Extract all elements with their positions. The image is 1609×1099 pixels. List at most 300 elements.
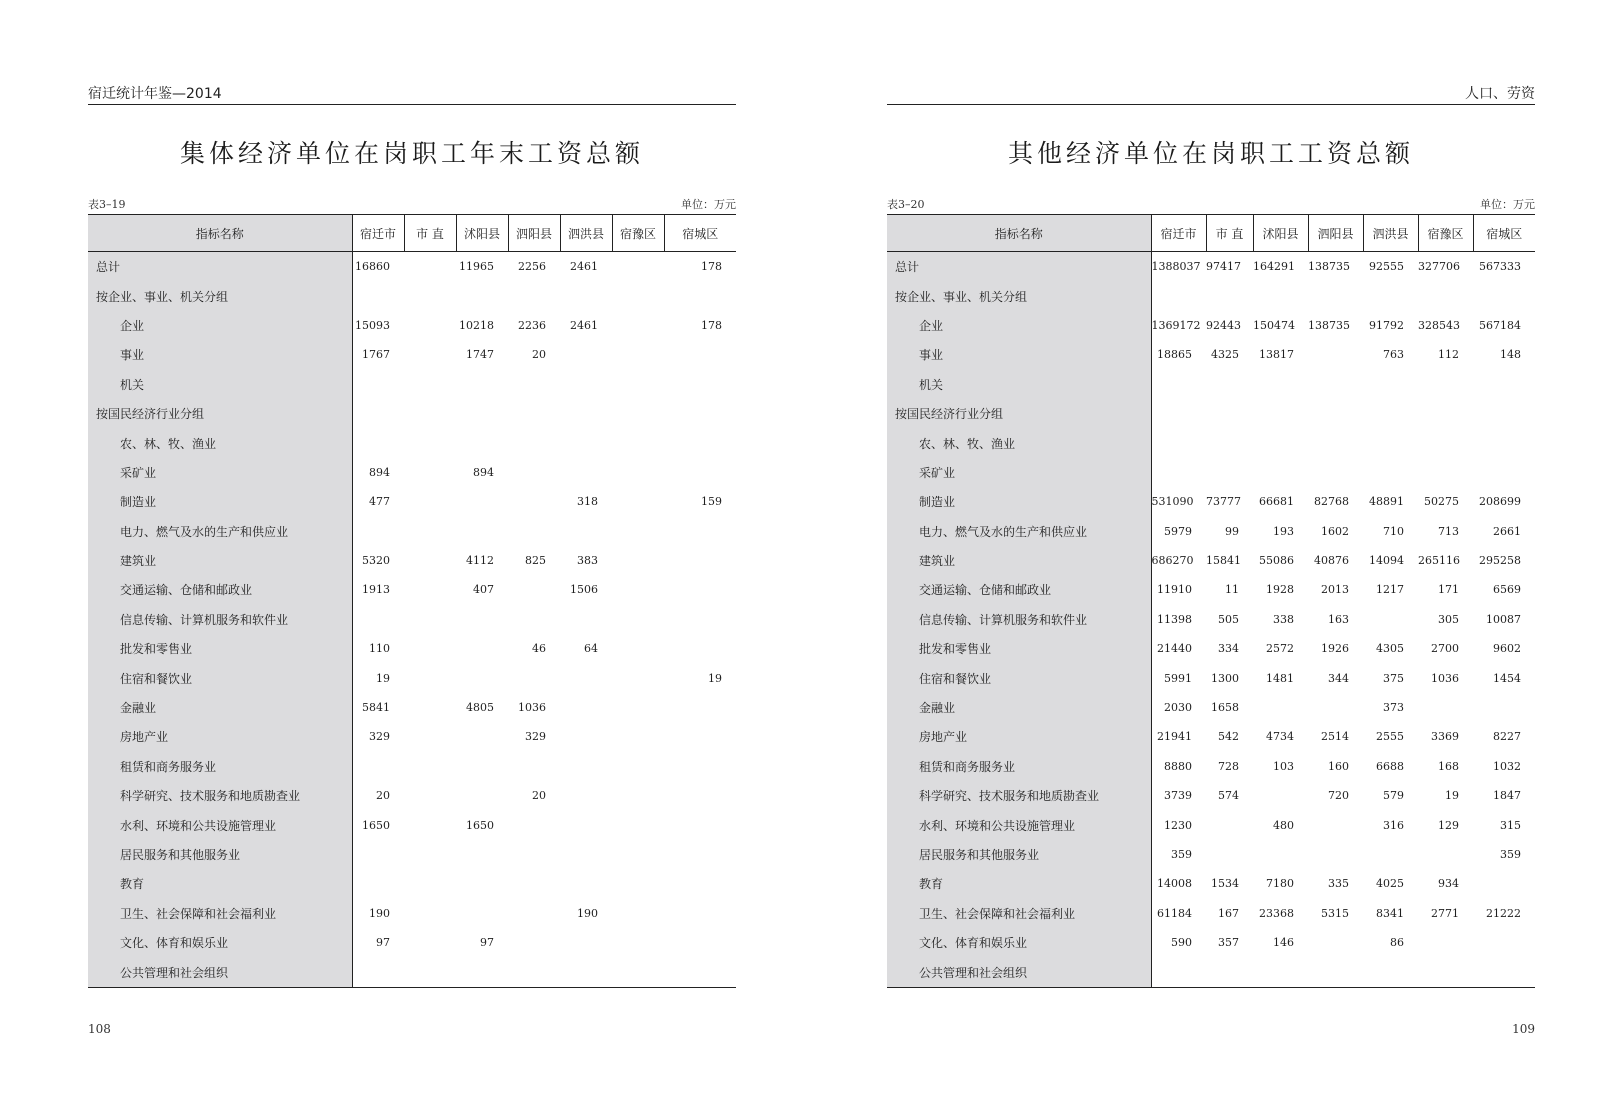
table-cell	[1363, 840, 1418, 869]
table-row	[88, 869, 736, 898]
table-cell	[404, 340, 456, 369]
table-cell	[508, 487, 560, 516]
table-cell: 97417	[1206, 260, 1241, 274]
table-cell: 383	[577, 554, 598, 568]
row-label: 交通运输、仓储和邮政业	[88, 575, 352, 604]
table-cell	[612, 928, 664, 957]
right-page	[887, 0, 1535, 1099]
table-cell: 328543	[1418, 318, 1460, 332]
table-cell	[508, 605, 560, 634]
table-cell: 1036	[518, 701, 546, 715]
row-label: 建筑业	[887, 546, 1151, 575]
table-cell	[1363, 957, 1418, 987]
table-cell: 150474	[1253, 318, 1295, 332]
row-label: 教育	[88, 869, 352, 898]
table-cell: 6688	[1376, 759, 1404, 773]
table-cell	[456, 428, 508, 457]
table-cell: 193	[1273, 524, 1294, 538]
table-cell: 21440	[1157, 642, 1192, 656]
row-label: 机关	[887, 370, 1151, 399]
table-cell: 11965	[459, 260, 494, 274]
running-head: 人口、劳资	[887, 84, 1535, 105]
table-number: 表3–20	[887, 198, 925, 211]
table-row	[887, 957, 1535, 987]
table-cell	[560, 693, 612, 722]
table-cell	[1363, 605, 1418, 634]
table-cell	[612, 663, 664, 692]
table-cell: 1454	[1493, 671, 1521, 685]
row-label: 总计	[887, 252, 1151, 282]
table-cell	[664, 281, 736, 310]
table-row	[88, 252, 736, 282]
table-body	[88, 252, 736, 988]
table-title: 集体经济单位在岗职工年末工资总额	[179, 139, 644, 168]
table-cell	[352, 752, 404, 781]
table-cell: 1847	[1493, 789, 1521, 803]
table-cell: 1658	[1211, 701, 1239, 715]
table-cell: 64	[584, 642, 598, 656]
table-cell	[664, 370, 736, 399]
table-cell	[1308, 458, 1363, 487]
table-cell: 316	[1383, 818, 1404, 832]
table-cell: 15841	[1206, 554, 1241, 568]
table-cell	[1253, 458, 1308, 487]
table-cell: 48891	[1369, 495, 1404, 509]
table-row	[88, 340, 736, 369]
table-cell	[352, 428, 404, 457]
row-label: 农、林、牧、渔业	[887, 428, 1151, 457]
table-cell: 2555	[1376, 730, 1404, 744]
row-label: 制造业	[88, 487, 352, 516]
table-cell: 1388037	[1151, 260, 1201, 274]
table-cell: 190	[369, 906, 390, 920]
table-cell	[1253, 281, 1308, 310]
data-table	[88, 214, 736, 988]
table-cell: 567184	[1479, 318, 1521, 332]
column-header-name: 指标名称	[88, 215, 352, 252]
running-head: 宿迁统计年鉴—2014	[88, 84, 736, 105]
table-cell	[1253, 693, 1308, 722]
row-label: 事业	[88, 340, 352, 369]
table-number: 表3–19	[88, 198, 126, 211]
table-cell: 373	[1383, 701, 1404, 715]
table-cell: 265116	[1418, 554, 1460, 568]
table-cell	[1206, 399, 1253, 428]
table-cell	[560, 781, 612, 810]
table-cell	[352, 281, 404, 310]
table-cell: 13817	[1259, 348, 1294, 362]
table-cell: 4305	[1376, 642, 1404, 656]
table-cell	[612, 840, 664, 869]
table-cell	[508, 810, 560, 839]
row-label: 水利、环境和公共设施管理业	[88, 810, 352, 839]
table-cell: 4112	[466, 554, 494, 568]
table-cell	[664, 428, 736, 457]
table-cell	[560, 605, 612, 634]
table-cell	[612, 810, 664, 839]
table-cell	[352, 957, 404, 987]
table-cell: 20	[532, 348, 546, 362]
table-cell	[1418, 693, 1473, 722]
table-cell: 579	[1383, 789, 1404, 803]
table-cell: 720	[1328, 789, 1349, 803]
column-header: 市 直	[404, 215, 456, 252]
table-cell: 8341	[1376, 906, 1404, 920]
table-cell: 318	[577, 495, 598, 509]
table-cell: 92555	[1369, 260, 1404, 274]
table-cell	[1151, 281, 1206, 310]
table-cell: 11398	[1157, 612, 1192, 626]
table-cell: 159	[701, 495, 722, 509]
table-cell	[508, 428, 560, 457]
table-cell: 305	[1438, 612, 1459, 626]
table-cell: 315	[1500, 818, 1521, 832]
table-cell: 1650	[362, 818, 390, 832]
table-row	[887, 458, 1535, 487]
table-row	[88, 546, 736, 575]
table-cell	[612, 899, 664, 928]
table-cell: 710	[1383, 524, 1404, 538]
table-cell: 86	[1390, 936, 1404, 950]
table-cell	[456, 663, 508, 692]
table-row	[887, 752, 1535, 781]
table-cell: 3739	[1164, 789, 1192, 803]
table-cell	[612, 252, 664, 282]
table-row	[88, 281, 736, 310]
column-header: 泗阳县	[1308, 215, 1363, 252]
table-cell	[1473, 869, 1535, 898]
table-cell	[352, 517, 404, 546]
table-cell	[560, 458, 612, 487]
table-cell: 23368	[1259, 906, 1294, 920]
table-cell	[1363, 281, 1418, 310]
table-row	[88, 957, 736, 987]
table-cell	[404, 517, 456, 546]
row-label: 按国民经济行业分组	[88, 399, 352, 428]
table-cell	[560, 517, 612, 546]
table-cell	[404, 663, 456, 692]
table-cell: 16860	[355, 260, 390, 274]
table-cell: 1928	[1266, 583, 1294, 597]
table-row	[887, 370, 1535, 399]
row-label: 水利、环境和公共设施管理业	[887, 810, 1151, 839]
table-cell: 359	[1500, 848, 1521, 861]
page-number: 108	[88, 1022, 111, 1036]
row-label: 采矿业	[88, 458, 352, 487]
table-cell	[612, 605, 664, 634]
table-cell	[352, 399, 404, 428]
table-row	[887, 281, 1535, 310]
row-label: 科学研究、技术服务和地质勘查业	[887, 781, 1151, 810]
table-cell: 5315	[1321, 906, 1349, 920]
header-row	[887, 215, 1535, 252]
table-cell	[560, 428, 612, 457]
table-cell	[456, 840, 508, 869]
column-header: 宿城区	[664, 215, 736, 252]
row-label: 居民服务和其他服务业	[88, 840, 352, 869]
table-cell	[1308, 840, 1363, 869]
table-row	[887, 517, 1535, 546]
table-cell	[1418, 957, 1473, 987]
table-cell: 2256	[518, 260, 546, 274]
row-label: 租赁和商务服务业	[887, 752, 1151, 781]
table-cell	[508, 928, 560, 957]
table-row	[887, 546, 1535, 575]
table-cell: 55086	[1259, 554, 1294, 568]
table-cell: 10087	[1486, 612, 1521, 626]
table-cell: 407	[473, 583, 494, 597]
table-cell: 334	[1218, 642, 1239, 656]
table-cell	[664, 634, 736, 663]
table-cell	[508, 752, 560, 781]
table-cell	[1418, 281, 1473, 310]
table-cell	[1473, 928, 1535, 957]
table-cell: 1650	[466, 818, 494, 832]
table-cell	[404, 869, 456, 898]
row-label: 公共管理和社会组织	[887, 957, 1151, 987]
table-cell	[612, 311, 664, 340]
table-cell	[456, 487, 508, 516]
table-row	[887, 781, 1535, 810]
table-cell: 2700	[1431, 642, 1459, 656]
column-header: 宿豫区	[1418, 215, 1473, 252]
table-row	[88, 663, 736, 692]
table-cell	[456, 281, 508, 310]
table-cell	[664, 693, 736, 722]
table-row	[887, 311, 1535, 340]
row-label: 科学研究、技术服务和地质勘查业	[88, 781, 352, 810]
table-row	[887, 340, 1535, 369]
table-cell	[1151, 957, 1206, 987]
table-cell	[1151, 399, 1206, 428]
table-cell	[560, 840, 612, 869]
table-row	[88, 781, 736, 810]
table-cell	[1308, 693, 1363, 722]
table-cell: 825	[525, 554, 546, 568]
table-cell	[612, 575, 664, 604]
table-row	[887, 840, 1535, 869]
table-row	[88, 840, 736, 869]
table-cell: 4025	[1376, 877, 1404, 891]
table-cell: 97	[376, 936, 390, 950]
table-cell: 103	[1273, 759, 1294, 773]
table-cell	[664, 869, 736, 898]
table-cell	[508, 663, 560, 692]
table-body	[887, 252, 1535, 988]
table-cell	[508, 575, 560, 604]
table-cell: 40876	[1314, 554, 1349, 568]
table-cell	[560, 957, 612, 987]
table-cell: 1602	[1321, 524, 1349, 538]
table-cell: 6569	[1493, 583, 1521, 597]
column-header: 宿豫区	[612, 215, 664, 252]
table-cell	[404, 252, 456, 282]
table-cell	[404, 370, 456, 399]
column-header: 沭阳县	[1253, 215, 1308, 252]
page-number: 109	[1512, 1022, 1535, 1036]
table-cell	[404, 605, 456, 634]
table-cell	[612, 634, 664, 663]
table-cell: 11	[1225, 583, 1239, 597]
table-cell	[664, 605, 736, 634]
table-cell	[664, 575, 736, 604]
table-cell: 21222	[1486, 906, 1521, 920]
table-cell: 178	[701, 260, 722, 274]
table-cell: 329	[525, 730, 546, 744]
table-cell	[456, 605, 508, 634]
table-cell	[508, 517, 560, 546]
row-label: 采矿业	[887, 458, 1151, 487]
table-row	[88, 517, 736, 546]
table-cell	[1418, 428, 1473, 457]
table-cell: 5991	[1164, 671, 1192, 685]
table-cell: 686270	[1151, 554, 1194, 568]
table-cell: 567333	[1479, 260, 1521, 274]
table-row	[88, 399, 736, 428]
table-cell	[560, 928, 612, 957]
table-cell: 129	[1438, 818, 1459, 832]
table-cell	[404, 928, 456, 957]
table-row	[88, 370, 736, 399]
table-cell: 8880	[1164, 759, 1192, 773]
table-cell	[612, 340, 664, 369]
table-cell: 531090	[1151, 495, 1194, 509]
row-label: 信息传输、计算机服务和软件业	[887, 605, 1151, 634]
table-cell: 110	[369, 642, 390, 656]
row-label: 按企业、事业、机关分组	[88, 281, 352, 310]
table-row	[88, 899, 736, 928]
column-header: 泗洪县	[560, 215, 612, 252]
table-cell	[1473, 428, 1535, 457]
table-cell: 20	[376, 789, 390, 803]
table-row	[88, 634, 736, 663]
table-cell	[404, 311, 456, 340]
table-cell	[1473, 399, 1535, 428]
table-cell	[1308, 957, 1363, 987]
table-cell	[612, 869, 664, 898]
row-label: 建筑业	[88, 546, 352, 575]
row-label: 教育	[887, 869, 1151, 898]
table-row	[88, 928, 736, 957]
table-cell	[1151, 458, 1206, 487]
table-cell	[456, 370, 508, 399]
table-cell: 477	[369, 495, 390, 509]
table-cell: 138735	[1308, 318, 1350, 332]
table-cell	[1473, 957, 1535, 987]
table-title: 其他经济单位在岗职工工资总额	[1007, 139, 1414, 168]
row-label: 总计	[88, 252, 352, 282]
table-cell: 14008	[1157, 877, 1192, 891]
row-label: 房地产业	[88, 722, 352, 751]
table-cell	[456, 722, 508, 751]
table-cell	[1418, 399, 1473, 428]
table-cell	[612, 546, 664, 575]
table-cell	[456, 781, 508, 810]
table-cell	[1363, 428, 1418, 457]
table-cell	[612, 517, 664, 546]
row-label: 按企业、事业、机关分组	[887, 281, 1151, 310]
table-cell: 2661	[1493, 524, 1521, 538]
table-cell: 4325	[1211, 348, 1239, 362]
table-cell	[508, 281, 560, 310]
row-label: 电力、燃气及水的生产和供应业	[887, 517, 1151, 546]
row-label: 事业	[887, 340, 1151, 369]
table-cell: 1036	[1431, 671, 1459, 685]
table-cell	[1418, 928, 1473, 957]
row-label: 居民服务和其他服务业	[887, 840, 1151, 869]
table-cell	[1363, 399, 1418, 428]
table-cell	[1473, 370, 1535, 399]
table-cell	[612, 399, 664, 428]
table-cell: 4805	[466, 701, 494, 715]
table-row	[887, 634, 1535, 663]
table-cell: 11910	[1157, 583, 1192, 597]
table-cell	[404, 487, 456, 516]
table-cell	[456, 752, 508, 781]
table-cell: 19	[376, 671, 390, 685]
table-cell: 1767	[362, 348, 390, 362]
table-cell: 146	[1273, 936, 1294, 950]
table-cell	[404, 634, 456, 663]
table-cell: 164291	[1253, 260, 1295, 274]
table-cell	[612, 752, 664, 781]
table-cell	[404, 840, 456, 869]
table-cell: 8227	[1493, 730, 1521, 744]
table-cell	[404, 575, 456, 604]
table-cell: 160	[1328, 759, 1349, 773]
table-cell: 61184	[1157, 906, 1192, 920]
table-cell: 2572	[1266, 642, 1294, 656]
table-cell: 3369	[1431, 730, 1459, 744]
table-cell	[664, 517, 736, 546]
table-cell: 542	[1218, 730, 1239, 744]
table-cell	[1363, 458, 1418, 487]
table-cell	[508, 899, 560, 928]
table-cell: 763	[1383, 348, 1404, 362]
table-cell	[1473, 693, 1535, 722]
table-cell: 934	[1438, 877, 1459, 891]
table-cell: 480	[1273, 818, 1294, 832]
table-cell	[508, 370, 560, 399]
table-cell	[1308, 399, 1363, 428]
column-header: 宿迁市	[352, 215, 404, 252]
row-label: 金融业	[887, 693, 1151, 722]
table-cell: 91792	[1369, 318, 1404, 332]
table-cell	[664, 340, 736, 369]
table-cell	[352, 605, 404, 634]
table-cell	[664, 458, 736, 487]
column-header: 市 直	[1206, 215, 1253, 252]
row-label: 信息传输、计算机服务和软件业	[88, 605, 352, 634]
row-label: 农、林、牧、渔业	[88, 428, 352, 457]
table-cell: 148	[1500, 348, 1521, 362]
table-cell: 728	[1218, 759, 1239, 773]
table-cell: 2030	[1164, 701, 1192, 715]
table-row	[887, 869, 1535, 898]
table-cell	[664, 957, 736, 987]
row-label: 企业	[88, 311, 352, 340]
row-label: 文化、体育和娱乐业	[887, 928, 1151, 957]
table-cell	[664, 752, 736, 781]
table-cell	[456, 957, 508, 987]
table-cell: 18865	[1157, 348, 1192, 362]
table-row	[88, 487, 736, 516]
table-cell	[404, 752, 456, 781]
table-cell	[612, 281, 664, 310]
table-row	[88, 752, 736, 781]
table-cell	[664, 781, 736, 810]
table-cell: 168	[1438, 759, 1459, 773]
